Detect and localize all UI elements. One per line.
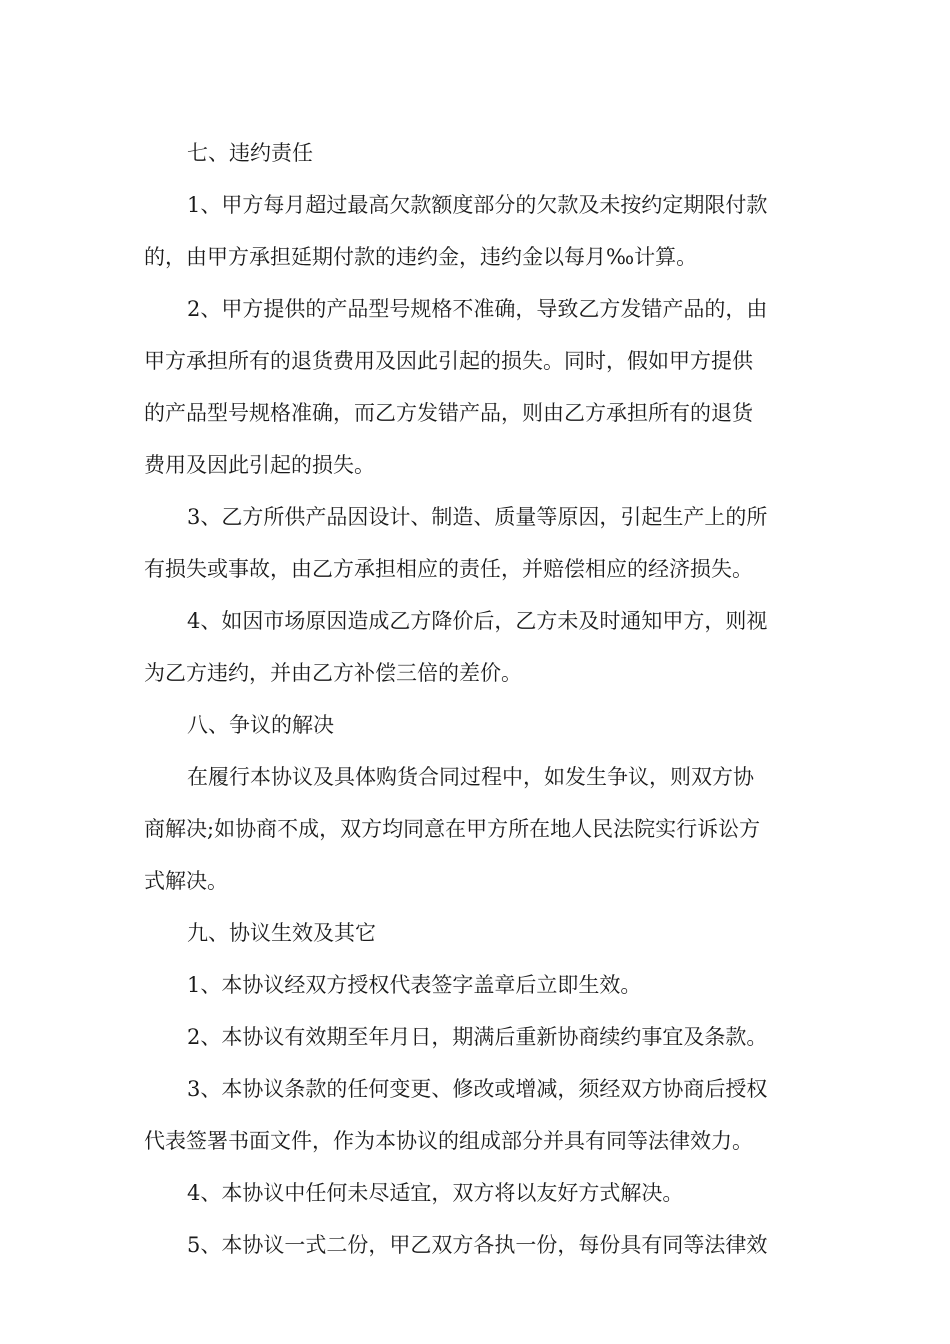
paragraph-line: 2、甲方提供的产品型号规格不准确，导致乙方发错产品的，由 [187, 297, 768, 321]
paragraph-line: 的，由甲方承担延期付款的违约金，违约金以每月‰计算。 [144, 245, 698, 269]
section-heading-dispute-resolution: 八、争议的解决 [187, 713, 334, 737]
paragraph-line: 在履行本协议及具体购货合同过程中，如发生争议，则双方协 [187, 765, 754, 789]
section-heading-effectiveness-misc: 九、协议生效及其它 [187, 921, 376, 945]
paragraph-line: 3、本协议条款的任何变更、修改或增减，须经双方协商后授权 [187, 1077, 768, 1101]
paragraph-line: 费用及因此引起的损失。 [144, 453, 375, 477]
paragraph-line: 商解决;如协商不成，双方均同意在甲方所在地人民法院实行诉讼方 [144, 817, 761, 841]
paragraph-line: 4、本协议中任何未尽适宜，双方将以友好方式解决。 [187, 1181, 684, 1205]
paragraph-line: 1、甲方每月超过最高欠款额度部分的欠款及未按约定期限付款 [187, 193, 768, 217]
paragraph-line: 1、本协议经双方授权代表签字盖章后立即生效。 [187, 973, 642, 997]
paragraph-line: 代表签署书面文件，作为本协议的组成部分并具有同等法律效力。 [144, 1129, 753, 1153]
document-body [144, 127, 806, 1271]
paragraph-line: 的产品型号规格准确，而乙方发错产品，则由乙方承担所有的退货 [144, 401, 753, 425]
paragraph-line: 式解决。 [144, 869, 228, 893]
paragraph-line: 2、本协议有效期至年月日，期满后重新协商续约事宜及条款。 [187, 1025, 768, 1049]
section-heading-breach-liability: 七、违约责任 [187, 141, 313, 165]
paragraph-line: 有损失或事故，由乙方承担相应的责任，并赔偿相应的经济损失。 [144, 557, 753, 581]
paragraph-line: 3、乙方所供产品因设计、制造、质量等原因，引起生产上的所 [187, 505, 768, 529]
paragraph-line: 为乙方违约，并由乙方补偿三倍的差价。 [144, 661, 522, 685]
paragraph-line: 甲方承担所有的退货费用及因此引起的损失。同时，假如甲方提供 [144, 349, 753, 373]
paragraph-line: 5、本协议一式二份，甲乙双方各执一份，每份具有同等法律效 [187, 1233, 768, 1257]
paragraph-line: 4、如因市场原因造成乙方降价后，乙方未及时通知甲方，则视 [187, 609, 768, 633]
